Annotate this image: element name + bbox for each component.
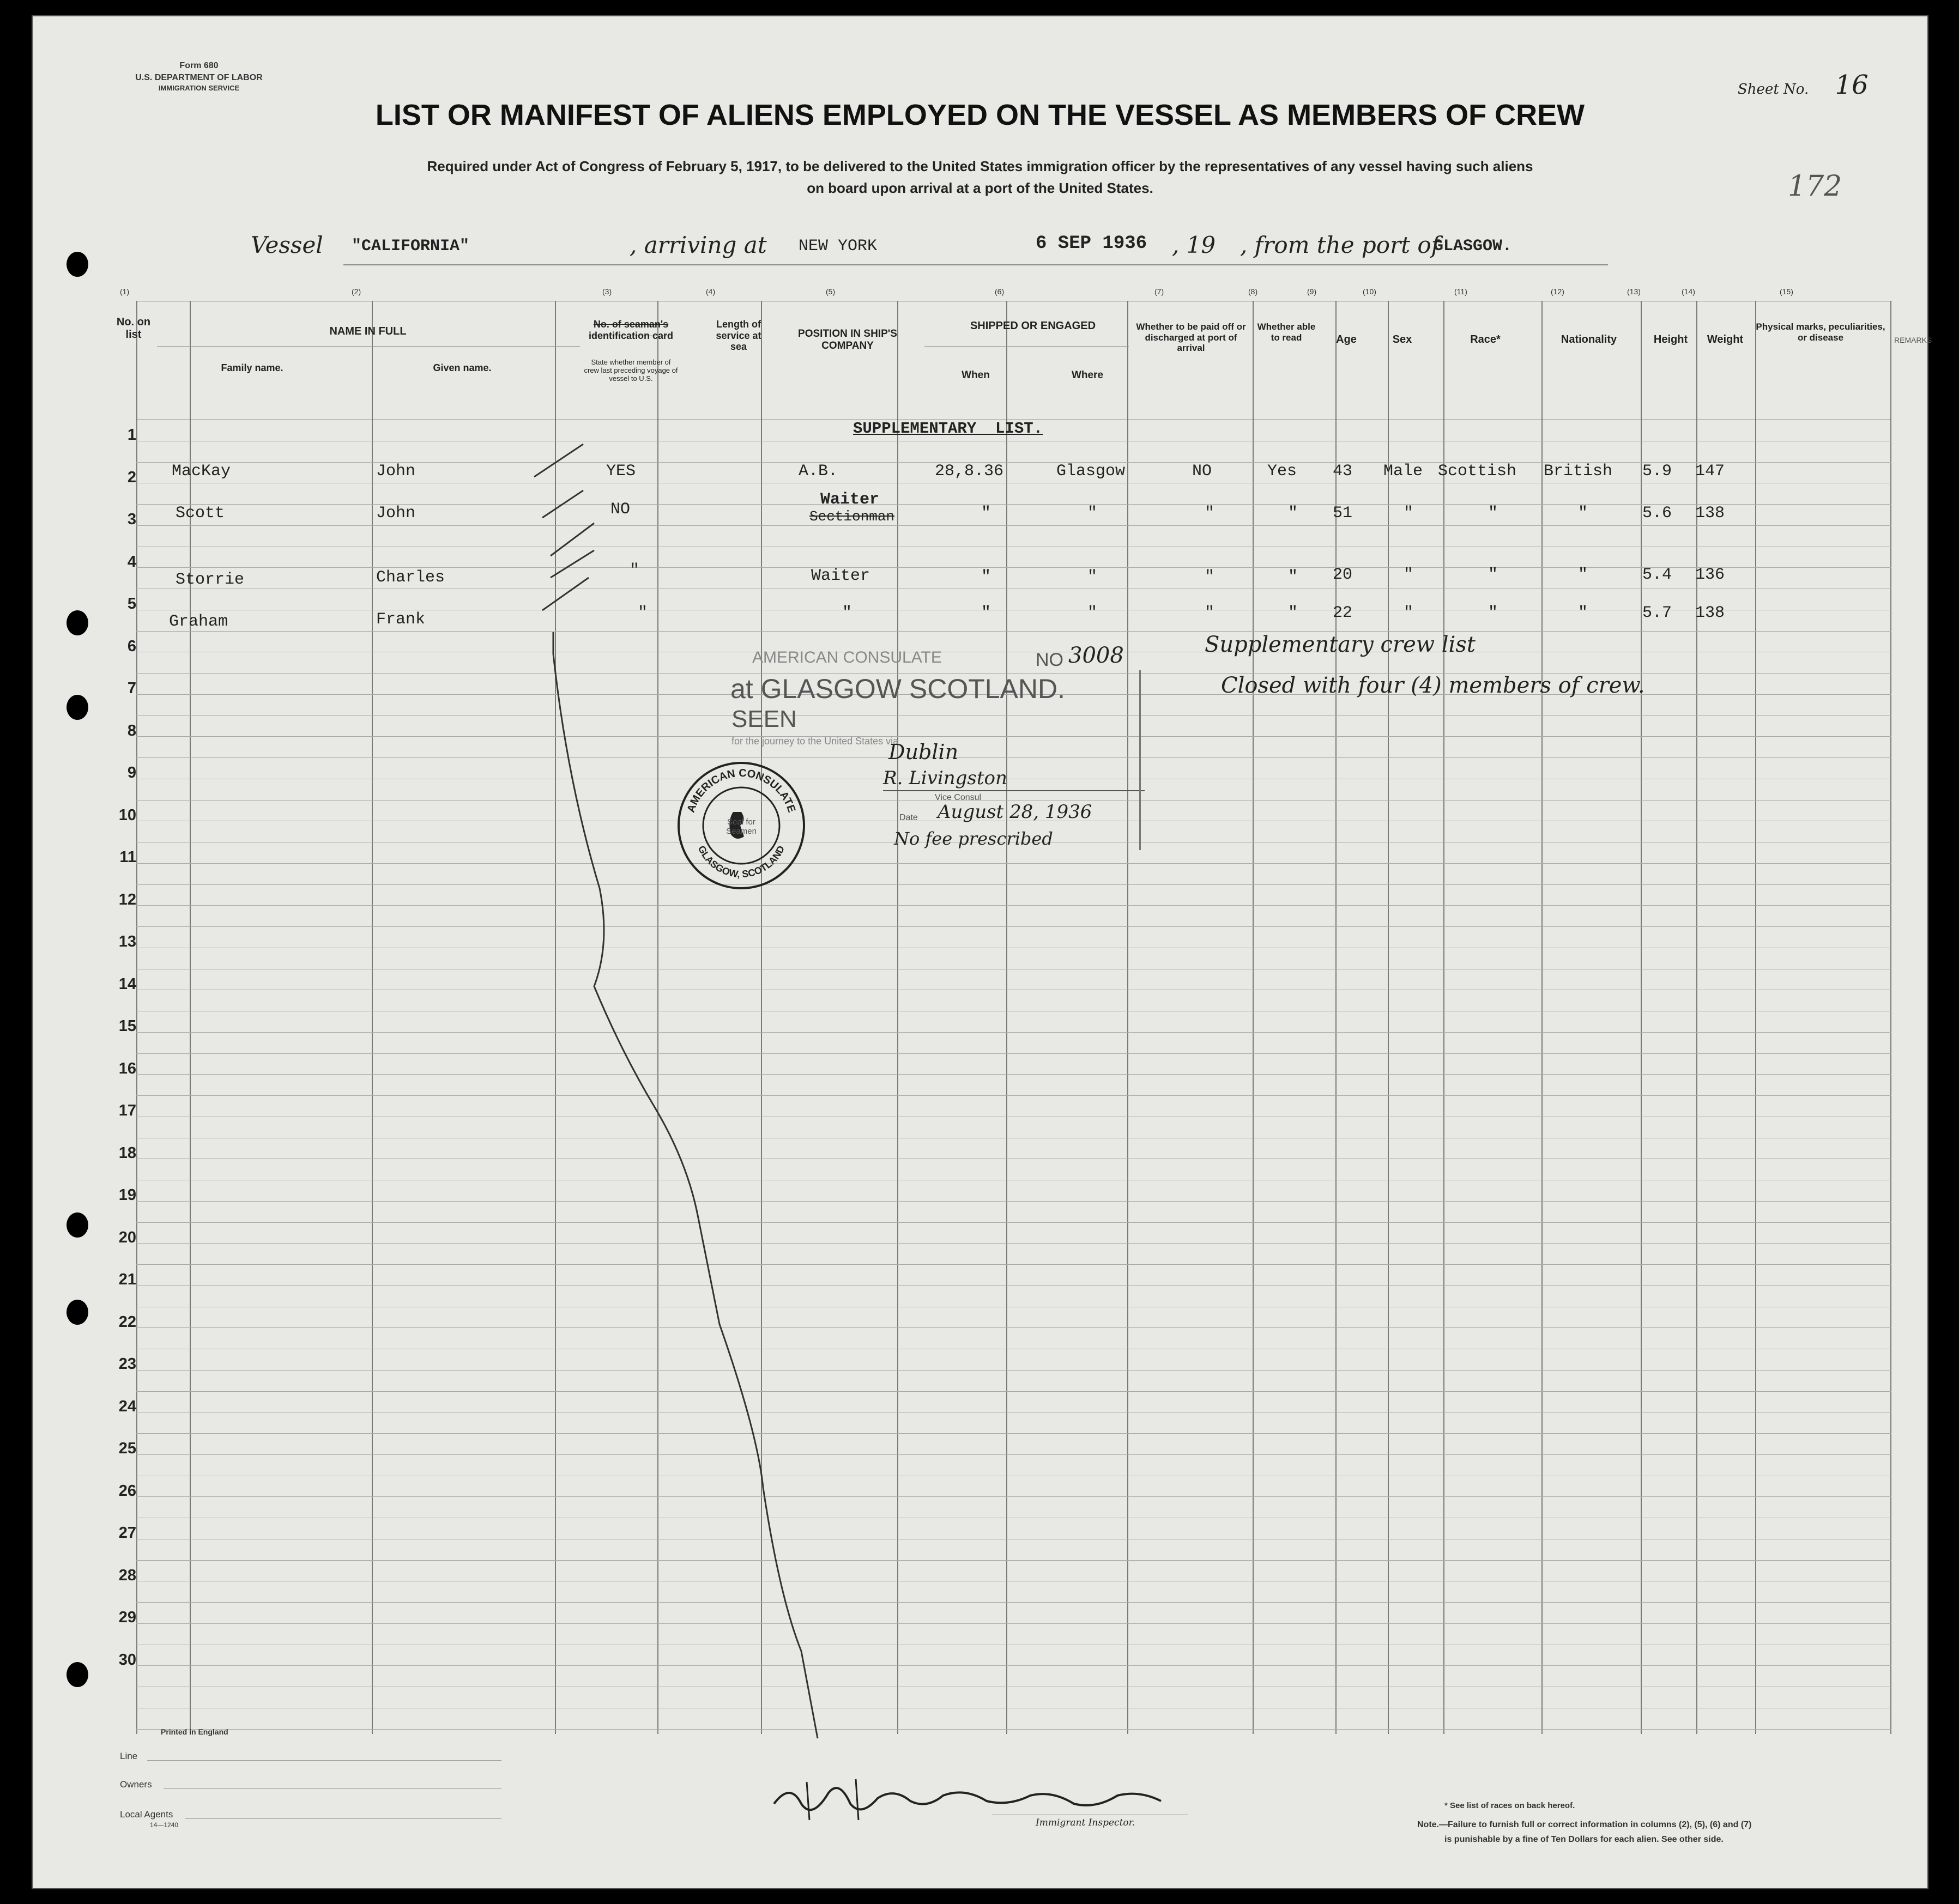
row-number: 22	[118, 1313, 136, 1331]
shipped-where: "	[1087, 568, 1098, 586]
age: 22	[1333, 604, 1353, 622]
row-number: 29	[118, 1609, 136, 1626]
row-number: 1	[127, 426, 136, 444]
row-number: 19	[118, 1186, 136, 1204]
able-to-read: "	[1288, 604, 1298, 622]
vessel-name: "CALIFORNIA"	[352, 237, 470, 256]
header-nationality: Nationality	[1561, 333, 1617, 345]
header-remarks: REMARKS	[1894, 336, 1932, 344]
race: "	[1488, 566, 1498, 584]
position: A.B.	[799, 462, 838, 481]
header-no-on-list: No. on list	[116, 316, 151, 341]
header-race: Race*	[1470, 333, 1501, 345]
shipped-when: 28,8.36	[935, 462, 1004, 481]
arrival-port: NEW YORK	[799, 237, 878, 256]
seal-center-text: Seal for Seamen	[726, 817, 757, 836]
col-num-13: (13)	[1627, 287, 1641, 296]
col-num-2: (2)	[352, 287, 361, 296]
page-subtitle-2: on board upon arrival at a port of the United States.	[807, 180, 1153, 197]
race: Scottish	[1438, 462, 1517, 481]
paid-off: NO	[1192, 462, 1212, 481]
col-num-15: (15)	[1780, 287, 1793, 296]
header-physical: Physical marks, peculiarities, or disease	[1756, 322, 1885, 343]
inspector-label: Immigrant Inspector.	[1036, 1817, 1135, 1828]
able-to-read: "	[1288, 568, 1298, 586]
row-number: 30	[118, 1651, 136, 1669]
row-number: 7	[127, 680, 136, 697]
id-card: NO	[610, 500, 631, 519]
form-number: Form 680	[179, 61, 219, 70]
header-when: When	[962, 369, 990, 381]
corner-number: 172	[1788, 170, 1842, 203]
stamp-date: August 28, 1936	[938, 801, 1092, 823]
header-where: Where	[1071, 369, 1104, 381]
footer-owners-label: Owners	[120, 1779, 152, 1790]
family-name: MacKay	[172, 462, 231, 481]
header-position: POSITION IN SHIP'S COMPANY	[798, 328, 897, 351]
header-family-name: Family name.	[221, 362, 283, 373]
header-id-card-note: State whether member of crew last preceding voyage of vessel to U.S.	[584, 358, 678, 383]
stamp-via: Dublin	[888, 740, 959, 764]
footer-owners-rule	[164, 1788, 501, 1789]
row-number: 28	[118, 1566, 136, 1584]
row-number: 24	[118, 1397, 136, 1415]
header-read: Whether able to read	[1257, 322, 1316, 343]
header-id-card: No. of seaman's identification card	[588, 319, 674, 341]
departure-port: GLASGOW.	[1434, 237, 1513, 256]
nationality: "	[1578, 504, 1588, 523]
race: "	[1488, 604, 1498, 622]
footer-line-label: Line	[120, 1751, 138, 1761]
col-num-9: (9)	[1307, 287, 1317, 296]
sex: "	[1404, 566, 1414, 584]
manifest-sheet	[32, 15, 1932, 1889]
weight: 138	[1695, 504, 1725, 523]
id-card: "	[630, 561, 640, 580]
shipped-when: "	[981, 504, 991, 523]
col-num-1: (1)	[120, 287, 130, 296]
consulate-seal	[676, 760, 807, 891]
row-number: 11	[119, 848, 136, 866]
row-number: 27	[118, 1524, 136, 1542]
col-num-14: (14)	[1682, 287, 1695, 296]
sheet-number: 16	[1835, 70, 1869, 100]
stamp-date-label: Date	[899, 813, 918, 822]
position: Waiter	[820, 490, 880, 509]
stamp-sig-line	[883, 790, 1145, 791]
row-number: 18	[118, 1144, 136, 1162]
footer-agents-label: Local Agents	[120, 1809, 173, 1820]
row-number: 3	[127, 511, 136, 528]
col-num-8: (8)	[1248, 287, 1258, 296]
handwritten-note-2: Closed with four (4) members of crew.	[1221, 673, 1645, 698]
penalty-note: Note.—Failure to furnish full or correct information in columns (2), (5), (6) and (7)	[1417, 1820, 1752, 1829]
races-note: * See list of races on back hereof.	[1444, 1801, 1575, 1810]
age: 43	[1333, 462, 1353, 481]
sex: "	[1404, 504, 1414, 523]
col-num-5: (5)	[826, 287, 836, 296]
arrival-date: 6 SEP 1936	[1036, 233, 1147, 254]
row-number: 4	[127, 553, 136, 571]
height: 5.6	[1642, 504, 1672, 523]
id-card: "	[638, 604, 648, 622]
shipped-where: Glasgow	[1056, 462, 1126, 481]
stamp-vice-consul: Vice Consul	[935, 793, 982, 802]
col-num-3: (3)	[602, 287, 612, 296]
row-number: 13	[118, 933, 136, 950]
sex: "	[1404, 604, 1414, 622]
paid-off: "	[1205, 504, 1215, 523]
header-age: Age	[1336, 333, 1357, 345]
height: 5.4	[1642, 566, 1672, 584]
pen-strokes	[33, 16, 1932, 1888]
race: "	[1488, 504, 1498, 523]
stamp-border	[1139, 670, 1141, 850]
nationality: British	[1544, 462, 1613, 481]
row-number: 12	[118, 890, 136, 908]
row-number: 20	[118, 1228, 136, 1246]
svg-text:GLASGOW, SCOTLAND	[696, 844, 787, 880]
seal-top-text: AMERICAN CONSULATE	[685, 767, 798, 814]
height: 5.7	[1642, 604, 1672, 622]
stamp-consulate: AMERICAN CONSULATE	[752, 648, 942, 666]
header-length-service: Length of service at sea	[716, 319, 761, 353]
header-height: Height	[1653, 333, 1688, 345]
handwritten-note: Supplementary crew list	[1205, 632, 1476, 657]
position-struck: Sectionman	[809, 508, 895, 525]
department-name: U.S. DEPARTMENT OF LABOR	[135, 72, 263, 82]
col-num-6: (6)	[995, 287, 1005, 296]
col-num-7: (7)	[1154, 287, 1164, 296]
svg-text:AMERICAN CONSULATE	[685, 767, 798, 814]
row-number: 17	[118, 1102, 136, 1119]
stamp-fee: No fee prescribed	[894, 828, 1053, 849]
nationality: "	[1578, 604, 1588, 622]
seal-bottom-text: GLASGOW, SCOTLAND	[696, 844, 787, 880]
nationality: "	[1578, 566, 1588, 584]
weight: 147	[1695, 462, 1725, 481]
row-number: 9	[127, 764, 136, 781]
header-given-name: Given name.	[433, 362, 492, 373]
sex: Male	[1383, 462, 1423, 481]
col-num-11: (11)	[1454, 287, 1467, 296]
col-num-10: (10)	[1363, 287, 1376, 296]
given-name: John	[376, 504, 416, 523]
arriving-label: , arriving at	[630, 232, 767, 258]
service-name: IMMIGRATION SERVICE	[158, 84, 240, 93]
footer-agents-rule	[185, 1818, 501, 1819]
sheet-label: Sheet No.	[1738, 81, 1809, 98]
stamp-city: at GLASGOW SCOTLAND.	[730, 674, 1066, 704]
row-number: 5	[127, 595, 136, 613]
row-number: 23	[118, 1355, 136, 1373]
supplementary-list-heading: SUPPLEMENTARY LIST.	[853, 420, 1043, 438]
row-number: 10	[118, 806, 136, 824]
printed-in: Printed in England	[161, 1727, 228, 1736]
row-number: 26	[118, 1482, 136, 1500]
shipped-where: "	[1087, 604, 1098, 622]
header-paid-off: Whether to be paid off or discharged at port of arrival	[1136, 322, 1246, 354]
shipped-when: "	[981, 604, 991, 622]
family-name: Storrie	[176, 571, 245, 589]
col-num-12: (12)	[1551, 287, 1564, 296]
penalty-note-2: is punishable by a fine of Ten Dollars for each alien. See other side.	[1444, 1835, 1724, 1845]
row-number: 6	[127, 637, 136, 655]
family-name: Scott	[176, 504, 225, 523]
weight: 136	[1695, 566, 1725, 584]
age: 20	[1333, 566, 1353, 584]
year-label: , 19	[1172, 232, 1216, 258]
from-label: , from the port of	[1240, 232, 1440, 258]
position: Waiter	[811, 567, 870, 585]
stamp-no-label: NO	[1036, 650, 1063, 670]
height: 5.9	[1642, 462, 1672, 481]
stamp-journey: for the journey to the United States via	[731, 736, 899, 747]
row-number: 14	[118, 975, 136, 993]
shipped-when: "	[981, 568, 991, 586]
given-name: Charles	[376, 568, 445, 587]
given-name: John	[376, 462, 416, 481]
header-name-in-full: NAME IN FULL	[329, 325, 407, 337]
footer-code: 14—1240	[150, 1821, 179, 1829]
stamp-consul-signature: R. Livingston	[883, 767, 1007, 789]
paid-off: "	[1205, 568, 1215, 586]
row-number: 21	[118, 1271, 136, 1288]
stamp-no-value: 3008	[1068, 643, 1124, 668]
row-number: 16	[118, 1059, 136, 1077]
page-subtitle: Required under Act of Congress of February 5, 1917, to be delivered to the United States immigration officer by the representatives of any vessel having such aliens	[427, 158, 1533, 174]
given-name: Frank	[376, 610, 426, 629]
shipped-where: "	[1087, 504, 1098, 523]
age: 51	[1333, 504, 1353, 523]
family-name: Graham	[169, 613, 228, 631]
vessel-label: Vessel	[251, 232, 323, 258]
position: "	[842, 604, 852, 622]
id-card: YES	[606, 462, 636, 481]
page-title: LIST OR MANIFEST OF ALIENS EMPLOYED ON THE VESSEL AS MEMBERS OF CREW	[375, 99, 1585, 131]
paid-off: "	[1205, 604, 1215, 622]
header-sex: Sex	[1392, 333, 1412, 345]
stamp-seen: SEEN	[731, 706, 797, 732]
header-shipped: SHIPPED OR ENGAGED	[970, 320, 1096, 332]
able-to-read: Yes	[1267, 462, 1297, 481]
footer-line-rule	[147, 1760, 501, 1761]
col-num-4: (4)	[706, 287, 716, 296]
row-number: 15	[118, 1017, 136, 1035]
row-number: 25	[118, 1440, 136, 1457]
row-number: 8	[127, 721, 136, 739]
able-to-read: "	[1288, 504, 1298, 523]
header-weight: Weight	[1707, 333, 1744, 345]
weight: 138	[1695, 604, 1725, 622]
row-number: 2	[127, 468, 136, 486]
